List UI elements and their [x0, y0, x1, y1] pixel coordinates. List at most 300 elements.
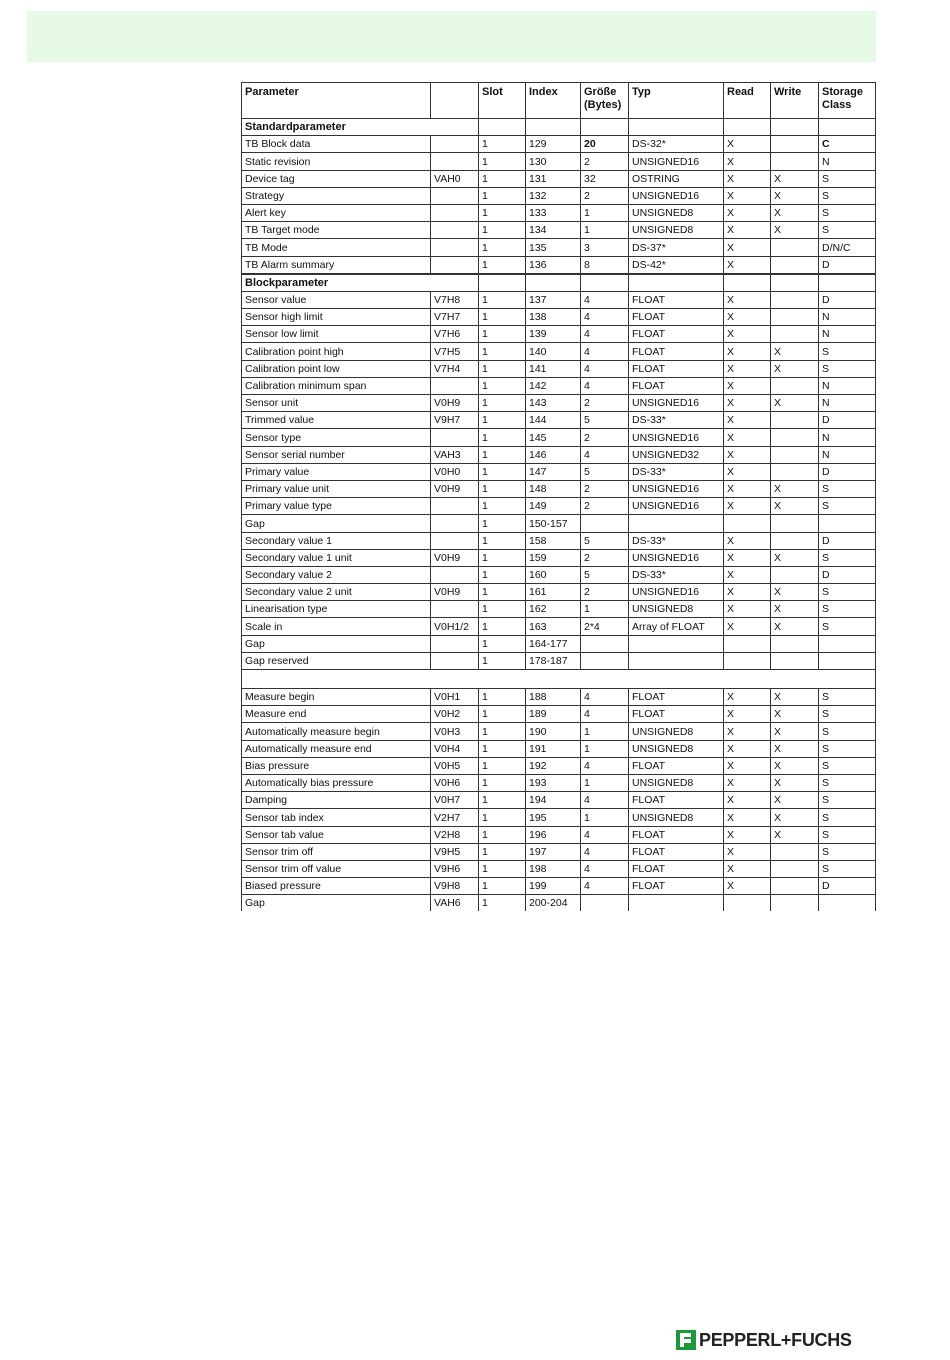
table-cell: 145 [526, 429, 581, 446]
table-cell [771, 566, 819, 583]
table-cell: 1 [479, 395, 526, 412]
table-row [242, 601, 876, 618]
table-cell: Biased pressure [242, 878, 431, 895]
table-cell: 137 [526, 291, 581, 308]
table-cell: Sensor type [242, 429, 431, 446]
table-cell: 1 [479, 515, 526, 532]
table-cell: VAH6 [431, 895, 479, 912]
section-cell [479, 119, 526, 136]
table-cell: FLOAT [629, 860, 724, 877]
blank-separator-row [242, 670, 876, 689]
table-cell: S [819, 774, 876, 791]
table-cell: 1 [479, 706, 526, 723]
table-cell: 5 [581, 532, 629, 549]
table-cell: 32 [581, 170, 629, 187]
table-cell: S [819, 826, 876, 843]
table-cell: 1 [479, 689, 526, 706]
table-cell: 1 [479, 239, 526, 256]
table-row [242, 187, 876, 204]
table-row [242, 239, 876, 256]
table-cell: X [724, 757, 771, 774]
table-cell: Measure begin [242, 689, 431, 706]
table-cell [724, 652, 771, 669]
table-cell [629, 635, 724, 652]
table-cell: S [819, 222, 876, 239]
blank-cell [629, 670, 724, 689]
table-cell: X [771, 480, 819, 497]
table-cell: Secondary value 1 [242, 532, 431, 549]
table-row [242, 706, 876, 723]
table-cell: V0H9 [431, 480, 479, 497]
table-cell: 192 [526, 757, 581, 774]
section-title: Blockparameter [242, 274, 431, 292]
table-cell: 1 [479, 343, 526, 360]
table-cell: FLOAT [629, 377, 724, 394]
table-row [242, 809, 876, 826]
table-cell [581, 515, 629, 532]
table-cell: X [724, 532, 771, 549]
table-cell: 190 [526, 723, 581, 740]
table-cell: Primary value type [242, 498, 431, 515]
table-cell: X [724, 377, 771, 394]
table-cell [771, 515, 819, 532]
table-cell: DS-33* [629, 532, 724, 549]
table-cell [771, 291, 819, 308]
table-cell: OSTRING [629, 170, 724, 187]
table-cell: D [819, 256, 876, 274]
table-cell: UNSIGNED8 [629, 723, 724, 740]
table-cell [771, 239, 819, 256]
table-cell: 1 [479, 136, 526, 153]
table-cell: X [724, 618, 771, 635]
table-cell: X [724, 395, 771, 412]
table-cell: UNSIGNED8 [629, 204, 724, 221]
table-cell: 1 [479, 584, 526, 601]
table-cell: S [819, 723, 876, 740]
table-cell: 1 [479, 792, 526, 809]
table-cell: Calibration point low [242, 360, 431, 377]
table-cell [724, 635, 771, 652]
table-row [242, 860, 876, 877]
table-cell: X [771, 395, 819, 412]
table-cell: X [771, 618, 819, 635]
table-cell: 1 [479, 429, 526, 446]
section-cell [629, 119, 724, 136]
table-row [242, 895, 876, 912]
table-row [242, 412, 876, 429]
table-cell [771, 532, 819, 549]
table-cell: 1 [479, 843, 526, 860]
table-cell: X [724, 878, 771, 895]
table-cell: 149 [526, 498, 581, 515]
table-cell: FLOAT [629, 360, 724, 377]
table-cell [581, 652, 629, 669]
table-cell: 144 [526, 412, 581, 429]
table-cell: 1 [479, 222, 526, 239]
table-cell: FLOAT [629, 757, 724, 774]
table-cell: 158 [526, 532, 581, 549]
table-cell: 135 [526, 239, 581, 256]
table-cell: X [724, 792, 771, 809]
table-cell [724, 515, 771, 532]
table-cell: 194 [526, 792, 581, 809]
table-cell [771, 652, 819, 669]
table-cell: X [771, 187, 819, 204]
table-cell: V0H1 [431, 689, 479, 706]
table-cell: X [724, 723, 771, 740]
table-cell: 132 [526, 187, 581, 204]
table-cell [771, 309, 819, 326]
table-cell: S [819, 809, 876, 826]
table-cell: FLOAT [629, 706, 724, 723]
table-cell: TB Mode [242, 239, 431, 256]
table-cell: 2 [581, 187, 629, 204]
table-cell: X [724, 360, 771, 377]
table-cell: 20 [581, 136, 629, 153]
table-cell: 1 [479, 566, 526, 583]
table-cell: Calibration point high [242, 343, 431, 360]
table-cell: 5 [581, 463, 629, 480]
table-cell: 4 [581, 860, 629, 877]
table-cell: V7H7 [431, 309, 479, 326]
issue-date [880, 1188, 894, 1318]
table-cell: 178-187 [526, 652, 581, 669]
header-slot: Slot [479, 83, 526, 119]
table-cell [771, 843, 819, 860]
table-cell: 4 [581, 377, 629, 394]
table-row [242, 635, 876, 652]
table-cell: 2*4 [581, 618, 629, 635]
table-cell: Gap [242, 515, 431, 532]
table-cell: X [771, 584, 819, 601]
table-cell: UNSIGNED32 [629, 446, 724, 463]
table-cell: 1 [479, 360, 526, 377]
pf-logo-icon [676, 1330, 696, 1350]
table-cell: 164-177 [526, 635, 581, 652]
table-cell: V0H1/2 [431, 618, 479, 635]
blank-cell [242, 670, 431, 689]
table-cell: 193 [526, 774, 581, 791]
table-cell: UNSIGNED16 [629, 429, 724, 446]
table-cell: Gap [242, 635, 431, 652]
table-row [242, 222, 876, 239]
table-cell: 1 [479, 377, 526, 394]
table-cell: X [771, 549, 819, 566]
table-row [242, 480, 876, 497]
table-cell: 150-157 [526, 515, 581, 532]
section-cell [819, 119, 876, 136]
table-cell: V2H8 [431, 826, 479, 843]
table-cell: Sensor serial number [242, 446, 431, 463]
table-row [242, 463, 876, 480]
table-row [242, 740, 876, 757]
section-header-row [242, 274, 876, 292]
table-cell: 1 [479, 153, 526, 170]
table-cell [771, 153, 819, 170]
table-cell: X [724, 256, 771, 274]
table-cell: S [819, 601, 876, 618]
table-cell: 2 [581, 480, 629, 497]
table-cell: Sensor trim off [242, 843, 431, 860]
table-cell: N [819, 326, 876, 343]
table-row [242, 757, 876, 774]
table-cell: X [724, 170, 771, 187]
table-cell: N [819, 309, 876, 326]
table-cell: 199 [526, 878, 581, 895]
table-row [242, 515, 876, 532]
table-cell: 2 [581, 153, 629, 170]
table-cell: X [724, 860, 771, 877]
table-cell: Scale in [242, 618, 431, 635]
table-cell: X [724, 343, 771, 360]
table-cell [431, 652, 479, 669]
table-cell: Device tag [242, 170, 431, 187]
table-cell: 4 [581, 757, 629, 774]
pepperl-fuchs-logo [676, 1327, 876, 1353]
table-cell: S [819, 343, 876, 360]
table-cell: 1 [479, 740, 526, 757]
table-cell: V0H7 [431, 792, 479, 809]
table-cell: 1 [581, 601, 629, 618]
table-cell: S [819, 360, 876, 377]
table-row [242, 256, 876, 274]
table-cell: V0H4 [431, 740, 479, 757]
table-cell: 147 [526, 463, 581, 480]
table-cell: 200-204 [526, 895, 581, 912]
table-cell: UNSIGNED8 [629, 809, 724, 826]
table-cell [771, 429, 819, 446]
table-cell: UNSIGNED16 [629, 395, 724, 412]
table-cell: S [819, 170, 876, 187]
table-cell: 1 [479, 412, 526, 429]
table-cell: X [724, 187, 771, 204]
table-cell: 140 [526, 343, 581, 360]
table-cell [724, 895, 771, 912]
table-cell: FLOAT [629, 843, 724, 860]
table-cell: UNSIGNED16 [629, 187, 724, 204]
table-cell: 4 [581, 878, 629, 895]
table-row [242, 377, 876, 394]
table-cell: D [819, 412, 876, 429]
table-cell: FLOAT [629, 878, 724, 895]
table-cell [819, 635, 876, 652]
table-cell: 148 [526, 480, 581, 497]
table-cell: X [724, 826, 771, 843]
table-cell: Damping [242, 792, 431, 809]
table-cell: 1 [479, 480, 526, 497]
table-cell: Primary value [242, 463, 431, 480]
table-cell: 4 [581, 689, 629, 706]
table-cell: DS-42* [629, 256, 724, 274]
table-cell: S [819, 860, 876, 877]
table-cell: X [771, 740, 819, 757]
table-cell [431, 187, 479, 204]
table-cell [771, 463, 819, 480]
blank-cell [724, 670, 771, 689]
table-cell: V2H7 [431, 809, 479, 826]
table-cell: X [724, 222, 771, 239]
table-cell: 2 [581, 584, 629, 601]
table-cell: 8 [581, 256, 629, 274]
table-cell: TB Alarm summary [242, 256, 431, 274]
section-cell [819, 274, 876, 292]
table-cell: X [724, 740, 771, 757]
table-cell: Automatically measure begin [242, 723, 431, 740]
table-cell [431, 377, 479, 394]
table-cell: 1 [581, 774, 629, 791]
table-cell: V9H7 [431, 412, 479, 429]
table-cell: S [819, 204, 876, 221]
table-cell: 131 [526, 170, 581, 187]
table-cell: UNSIGNED16 [629, 153, 724, 170]
table-cell: 159 [526, 549, 581, 566]
table-cell: X [724, 498, 771, 515]
table-row [242, 291, 876, 308]
table-cell: Secondary value 2 unit [242, 584, 431, 601]
table-cell: S [819, 498, 876, 515]
table-cell: X [771, 360, 819, 377]
blank-cell [526, 670, 581, 689]
table-cell: D [819, 566, 876, 583]
table-cell: X [771, 809, 819, 826]
table-header-row [242, 83, 876, 119]
table-cell: N [819, 395, 876, 412]
table-cell: S [819, 792, 876, 809]
table-cell: 198 [526, 860, 581, 877]
table-cell: 4 [581, 446, 629, 463]
table-cell: X [771, 706, 819, 723]
table-cell: X [724, 809, 771, 826]
table-cell [431, 498, 479, 515]
table-cell: X [724, 412, 771, 429]
table-cell: D [819, 291, 876, 308]
table-cell: 1 [581, 740, 629, 757]
table-cell: D [819, 532, 876, 549]
table-cell: 142 [526, 377, 581, 394]
table-cell: UNSIGNED8 [629, 740, 724, 757]
table-cell: Primary value unit [242, 480, 431, 497]
section-cell [724, 119, 771, 136]
section-cell [526, 119, 581, 136]
table-cell: X [724, 689, 771, 706]
table-row [242, 343, 876, 360]
table-cell [431, 136, 479, 153]
table-cell: 1 [479, 204, 526, 221]
table-cell: 2 [581, 429, 629, 446]
table-cell: DS-37* [629, 239, 724, 256]
header-storage-class: Storage Class [819, 83, 876, 119]
table-cell [431, 239, 479, 256]
table-cell [431, 601, 479, 618]
table-cell: 2 [581, 498, 629, 515]
table-cell: 1 [479, 601, 526, 618]
header-parameter: Parameter [242, 83, 431, 119]
table-cell: 189 [526, 706, 581, 723]
table-cell [431, 532, 479, 549]
table-cell: 1 [479, 757, 526, 774]
table-cell: 129 [526, 136, 581, 153]
table-cell: X [724, 843, 771, 860]
table-cell: 4 [581, 343, 629, 360]
table-cell: V0H9 [431, 584, 479, 601]
table-cell [431, 204, 479, 221]
table-cell: 1 [581, 222, 629, 239]
table-cell: X [724, 326, 771, 343]
table-cell: V0H5 [431, 757, 479, 774]
table-cell: Static revision [242, 153, 431, 170]
table-cell: 1 [479, 170, 526, 187]
table-cell: VAH0 [431, 170, 479, 187]
table-cell: 160 [526, 566, 581, 583]
table-cell: V0H3 [431, 723, 479, 740]
table-cell: X [771, 343, 819, 360]
table-cell: 4 [581, 792, 629, 809]
table-row [242, 618, 876, 635]
table-cell: 1 [479, 498, 526, 515]
table-cell: 4 [581, 291, 629, 308]
table-cell: 1 [479, 774, 526, 791]
table-cell: 1 [479, 878, 526, 895]
table-cell: 138 [526, 309, 581, 326]
table-cell: Sensor trim off value [242, 860, 431, 877]
header-read: Read [724, 83, 771, 119]
blank-cell [581, 670, 629, 689]
table-row [242, 774, 876, 791]
table-row [242, 584, 876, 601]
blank-cell [819, 670, 876, 689]
section-cell [771, 119, 819, 136]
table-cell: UNSIGNED8 [629, 222, 724, 239]
table-row [242, 549, 876, 566]
table-cell: X [724, 566, 771, 583]
table-row [242, 429, 876, 446]
table-cell: Sensor high limit [242, 309, 431, 326]
table-cell: X [724, 463, 771, 480]
table-cell: X [724, 429, 771, 446]
table-row [242, 136, 876, 153]
table-cell: Array of FLOAT [629, 618, 724, 635]
table-cell: 133 [526, 204, 581, 221]
table-row [242, 498, 876, 515]
table-cell: X [771, 170, 819, 187]
section-cell [431, 274, 479, 292]
table-cell: 197 [526, 843, 581, 860]
table-cell: 1 [479, 256, 526, 274]
blank-cell [479, 670, 526, 689]
table-cell: 1 [479, 652, 526, 669]
table-cell: N [819, 429, 876, 446]
table-cell: UNSIGNED16 [629, 549, 724, 566]
table-cell: X [771, 757, 819, 774]
table-cell: Trimmed value [242, 412, 431, 429]
table-cell: 4 [581, 309, 629, 326]
table-cell: UNSIGNED16 [629, 480, 724, 497]
table-cell [771, 136, 819, 153]
table-cell: Measure end [242, 706, 431, 723]
table-cell: S [819, 706, 876, 723]
table-cell: Sensor tab value [242, 826, 431, 843]
table-cell [771, 446, 819, 463]
table-cell: 1 [479, 446, 526, 463]
table-cell: UNSIGNED16 [629, 498, 724, 515]
table-cell [771, 878, 819, 895]
table-row [242, 446, 876, 463]
table-cell: Automatically measure end [242, 740, 431, 757]
table-cell: DS-33* [629, 566, 724, 583]
table-cell: 141 [526, 360, 581, 377]
table-cell: 5 [581, 566, 629, 583]
table-cell: UNSIGNED16 [629, 584, 724, 601]
